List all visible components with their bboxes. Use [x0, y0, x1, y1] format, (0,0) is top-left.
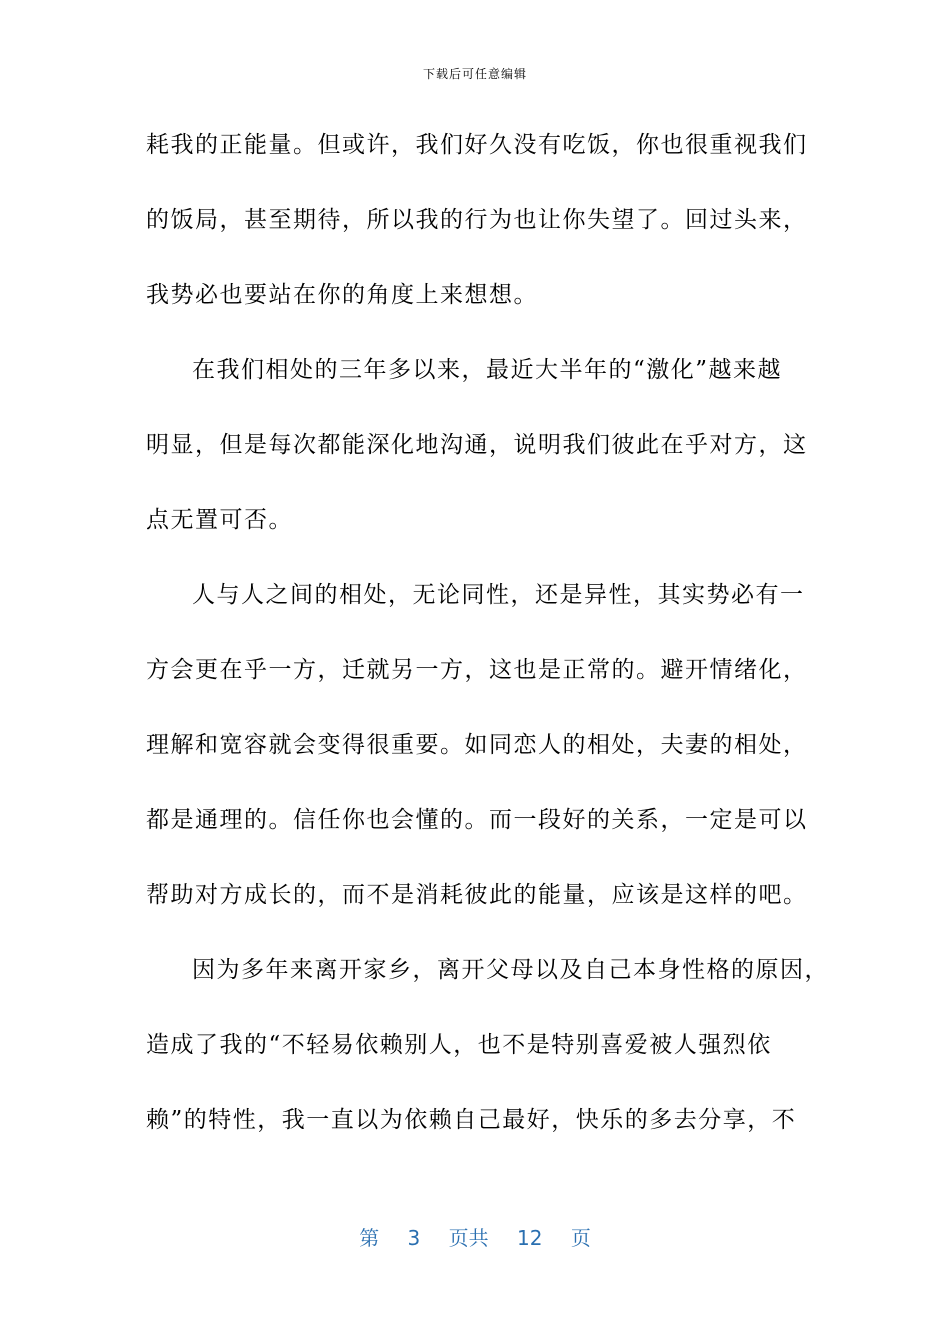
page-label-prefix: 第: [359, 1226, 380, 1250]
page-label-suffix: 页: [570, 1226, 591, 1250]
paragraph-start-line: 人与人之间的相处，无论同性，还是异性，其实势必有一: [192, 582, 805, 608]
header-note: 下载后可任意编辑: [422, 67, 527, 81]
text-line: 方会更在乎一方，迁就另一方，这也是正常的。避开情绪化，: [146, 657, 808, 683]
text-line: 的饭局，甚至期待，所以我的行为也让你失望了。回过头来，: [146, 207, 808, 233]
page-number-footer: [0, 1224, 950, 1252]
current-page-number: 3: [407, 1226, 421, 1250]
total-pages-number: 12: [517, 1226, 543, 1250]
text-line: 造成了我的“不轻易依赖别人，也不是特别喜爱被人强烈依: [146, 1032, 772, 1058]
document-body: [146, 122, 829, 1172]
page-label-middle: 页共: [448, 1226, 489, 1250]
text-line: 都是通理的。信任你也会懂的。而一段好的关系，一定是可以: [146, 807, 808, 833]
paragraph-start-line: 因为多年来离开家乡，离开父母以及自己本身性格的原因，: [192, 957, 829, 983]
text-line: 耗我的正能量。但或许，我们好久没有吃饭，你也很重视我们: [146, 132, 808, 158]
text-line: 点无置可否。: [146, 507, 293, 533]
paragraph-start-line: 在我们相处的三年多以来，最近大半年的“激化”越来越: [192, 357, 783, 383]
text-line: 明显，但是每次都能深化地沟通，说明我们彼此在乎对方，这: [146, 432, 808, 458]
text-line: 帮助对方成长的，而不是消耗彼此的能量，应该是这样的吧。: [146, 882, 808, 908]
text-line: 我势必也要站在你的角度上来想想。: [146, 282, 538, 308]
text-line: 赖”的特性，我一直以为依赖自己最好，快乐的多去分享，不: [146, 1107, 797, 1133]
text-line: 理解和宽容就会变得很重要。如同恋人的相处，夫妻的相处，: [146, 732, 808, 758]
